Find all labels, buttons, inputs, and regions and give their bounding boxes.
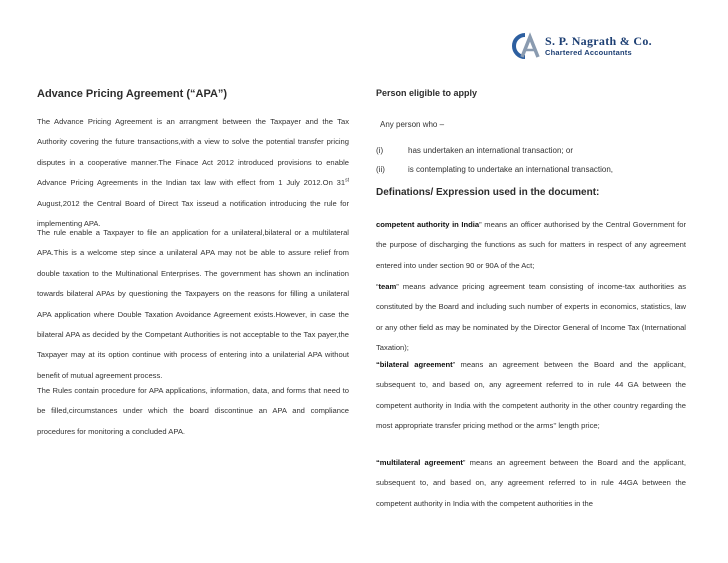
- definition-term: “bilateral agreement: [376, 360, 453, 369]
- procedure-paragraph: The Rules contain procedure for APA applications, information, data, and forms that need to be filled,circumstances under which the board discontinue an APA and compliance procedures for monitoring a concluded APA.: [37, 386, 349, 436]
- eligible-heading: Person eligible to apply: [376, 88, 478, 98]
- date-suffix: st: [345, 177, 349, 184]
- definition-term: competent authority in India: [376, 220, 480, 229]
- firm-name: S. P. Nagrath & Co.: [545, 34, 652, 49]
- firm-logo: [509, 31, 652, 61]
- definition-competent-authority: [376, 215, 686, 276]
- intro-paragraph: [37, 112, 349, 234]
- definition-term: “multilateral agreement: [376, 458, 463, 467]
- ca-logo-icon: [509, 31, 541, 61]
- definitions-heading: Definations/ Expression used in the document:: [376, 187, 600, 198]
- definition-open-quote: “: [376, 282, 379, 291]
- page-title: Advance Pricing Agreement (“APA”): [37, 88, 228, 100]
- definition-multilateral: [376, 453, 686, 514]
- any-person-text: Any person who –: [380, 120, 445, 129]
- firm-subtitle: Chartered Accountants: [545, 48, 632, 58]
- definition-text: ” means an agreement between the Board and the applicant, subsequent to, and based on, any agreement referred to in rule 44GA between the competent authority in India with the competent authorities in the: [376, 458, 687, 508]
- list-item-text: has undertaken an international transaction; or: [408, 146, 573, 155]
- definition-text: ” means an agreement between the Board and the applicant, subsequent to, and based on, any agreement referred to in rule 44 GA between the competent authority in India with the competent authority in the other country regarding the most appropriate transfer pricing method or the arms’’ length price;: [376, 360, 687, 431]
- list-item: [376, 165, 613, 174]
- list-item-number: (ii): [376, 165, 385, 174]
- definition-bilateral: [376, 355, 686, 437]
- definition-team: [376, 277, 686, 359]
- list-item-number: (i): [376, 146, 384, 155]
- list-item: [376, 146, 573, 155]
- definition-text: ” means an officer authorised by the Central Government for the purpose of discharging the functions as such for matters in respect of any agreement entered into under section 90 or 90A of the Act;: [376, 220, 686, 270]
- intro-text-a: The Advance Pricing Agreement is an arrangment between the Taxpayer and the Tax Authority covering the future transactions,with a view to solve the potential transfer pricing disputes in a cooperative manner.The Finace Act 2012 introduced provisions to enable Advance Pricing Agreements in the Indian tax law with effect from 1 July 2012.On 31: [37, 117, 349, 188]
- intro-text-b: August,2012 the Central Board of Direct Tax isseud a notification introducing the rule for implementing APA.: [37, 198, 349, 229]
- definition-term: team: [378, 282, 397, 291]
- list-item-text: is contemplating to undertake an international transaction,: [408, 165, 614, 174]
- definition-text: ” means advance pricing agreement team consisting of income-tax authorities as constituted by the Board and including such number of experts in economics, statistics, law or any other field as may be nominated by the Director General of Income Tax (International Taxation);: [376, 282, 686, 353]
- rule-paragraph: The rule enable a Taxpayer to file an application for a unilateral,bilateral or a multilateral APA.This is a welcome step since a unilateral APA may not be able to assure relief from double taxation to the Multinational Enterprises. The government has shown an inclination towards bilateral APAs by questioning the Taxpayers on the reasons for filling a unilateral APA application where Double Taxation Avoidance Agreement exists.However, in case the bilateral APA as decided by the Competant Authorities is not acceptable to the Tax payer,the Taxpayer may at its option continue with process of entering into a unilaterial APA without benefit of mutual agreement process.: [37, 228, 349, 380]
